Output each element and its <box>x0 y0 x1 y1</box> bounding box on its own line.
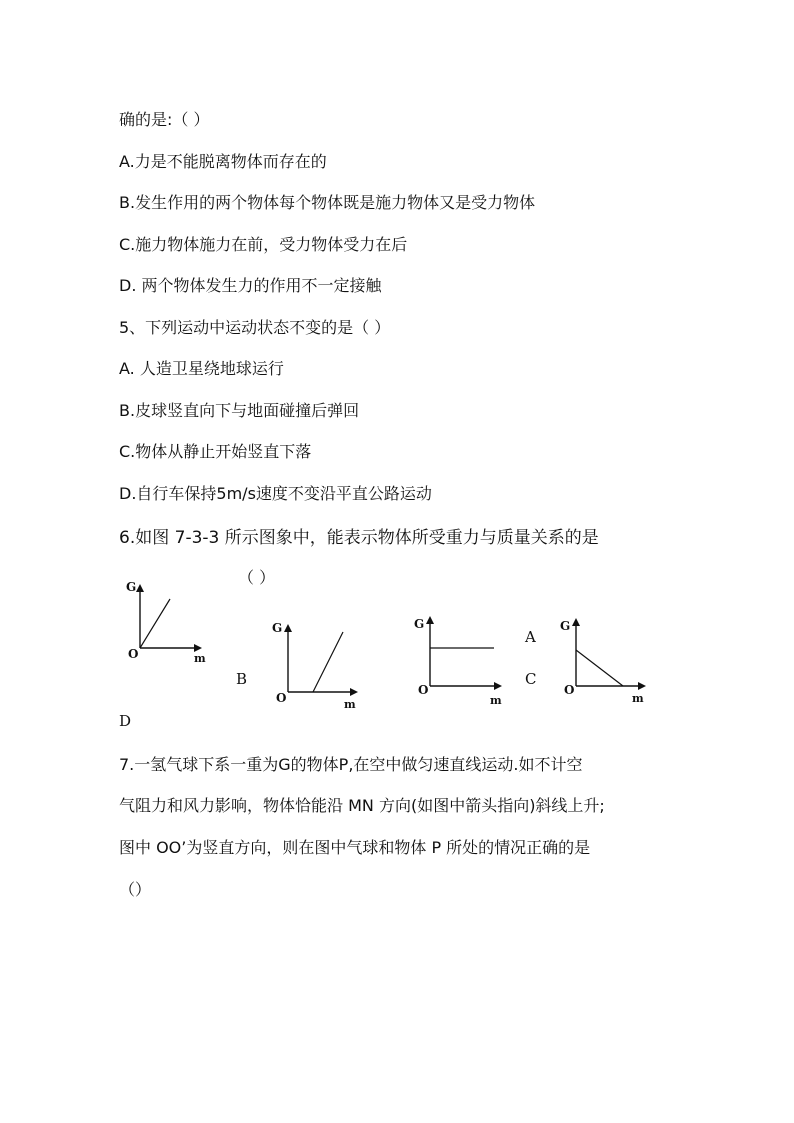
q4-option-a: A.力是不能脱离物体而存在的 <box>119 152 327 171</box>
g-axis-label: G <box>414 617 425 631</box>
option-label-d: D <box>119 712 132 730</box>
q4-option-c: C.施力物体施力在前，受力物体受力在后 <box>119 235 408 254</box>
q4-option-d: D. 两个物体发生力的作用不一定接触 <box>119 276 382 295</box>
m-axis-label: m <box>632 692 644 705</box>
graph-b <box>270 618 365 711</box>
g-axis-label: G <box>126 580 137 594</box>
q6-stem: 6.如图 7-3-3 所示图象中，能表示物体所受重力与质量关系的是 <box>119 528 599 548</box>
m-axis-label: m <box>490 694 502 707</box>
q7-line-2: 气阻力和风力影响，物体恰能沿 MN 方向(如图中箭头指向)斜线上升; <box>119 796 605 815</box>
q5-option-d: D.自行车保持5m/s速度不变沿平直公路运动 <box>119 484 432 503</box>
origin-label: O <box>564 683 575 697</box>
q7-line-1: 7.一氢气球下系一重为G的物体P,在空中做匀速直线运动.如不计空 <box>119 755 583 774</box>
g-axis-label: G <box>272 621 283 635</box>
graph-a <box>412 612 507 707</box>
graph-line <box>313 632 343 692</box>
q7-line-3: 图中 OO’为竖直方向，则在图中气球和物体 P 所处的情况正确的是 <box>119 838 591 857</box>
option-label-b: B <box>236 670 248 688</box>
graph-line <box>576 650 623 686</box>
option-label-a: A <box>525 628 536 646</box>
q4-stem-end: 确的是:（ ） <box>119 110 210 129</box>
graph-line <box>140 599 170 648</box>
option-label-c: C <box>525 670 537 688</box>
origin-label: O <box>128 647 139 661</box>
graph-d <box>122 578 217 668</box>
q5-option-a: A. 人造卫星绕地球运行 <box>119 359 284 378</box>
q5-stem: 5、下列运动中运动状态不变的是（ ） <box>119 318 391 337</box>
q4-option-b: B.发生作用的两个物体每个物体既是施力物体又是受力物体 <box>119 193 536 212</box>
q7-blank: （） <box>119 880 152 899</box>
q6-blank: （ ） <box>238 568 276 587</box>
graph-c <box>558 612 653 704</box>
origin-label: O <box>276 691 287 705</box>
g-axis-label: G <box>560 619 571 633</box>
m-axis-label: m <box>344 698 356 711</box>
origin-label: O <box>418 683 429 697</box>
q5-option-c: C.物体从静止开始竖直下落 <box>119 442 312 461</box>
q5-option-b: B.皮球竖直向下与地面碰撞后弹回 <box>119 401 360 420</box>
m-axis-label: m <box>194 652 206 665</box>
